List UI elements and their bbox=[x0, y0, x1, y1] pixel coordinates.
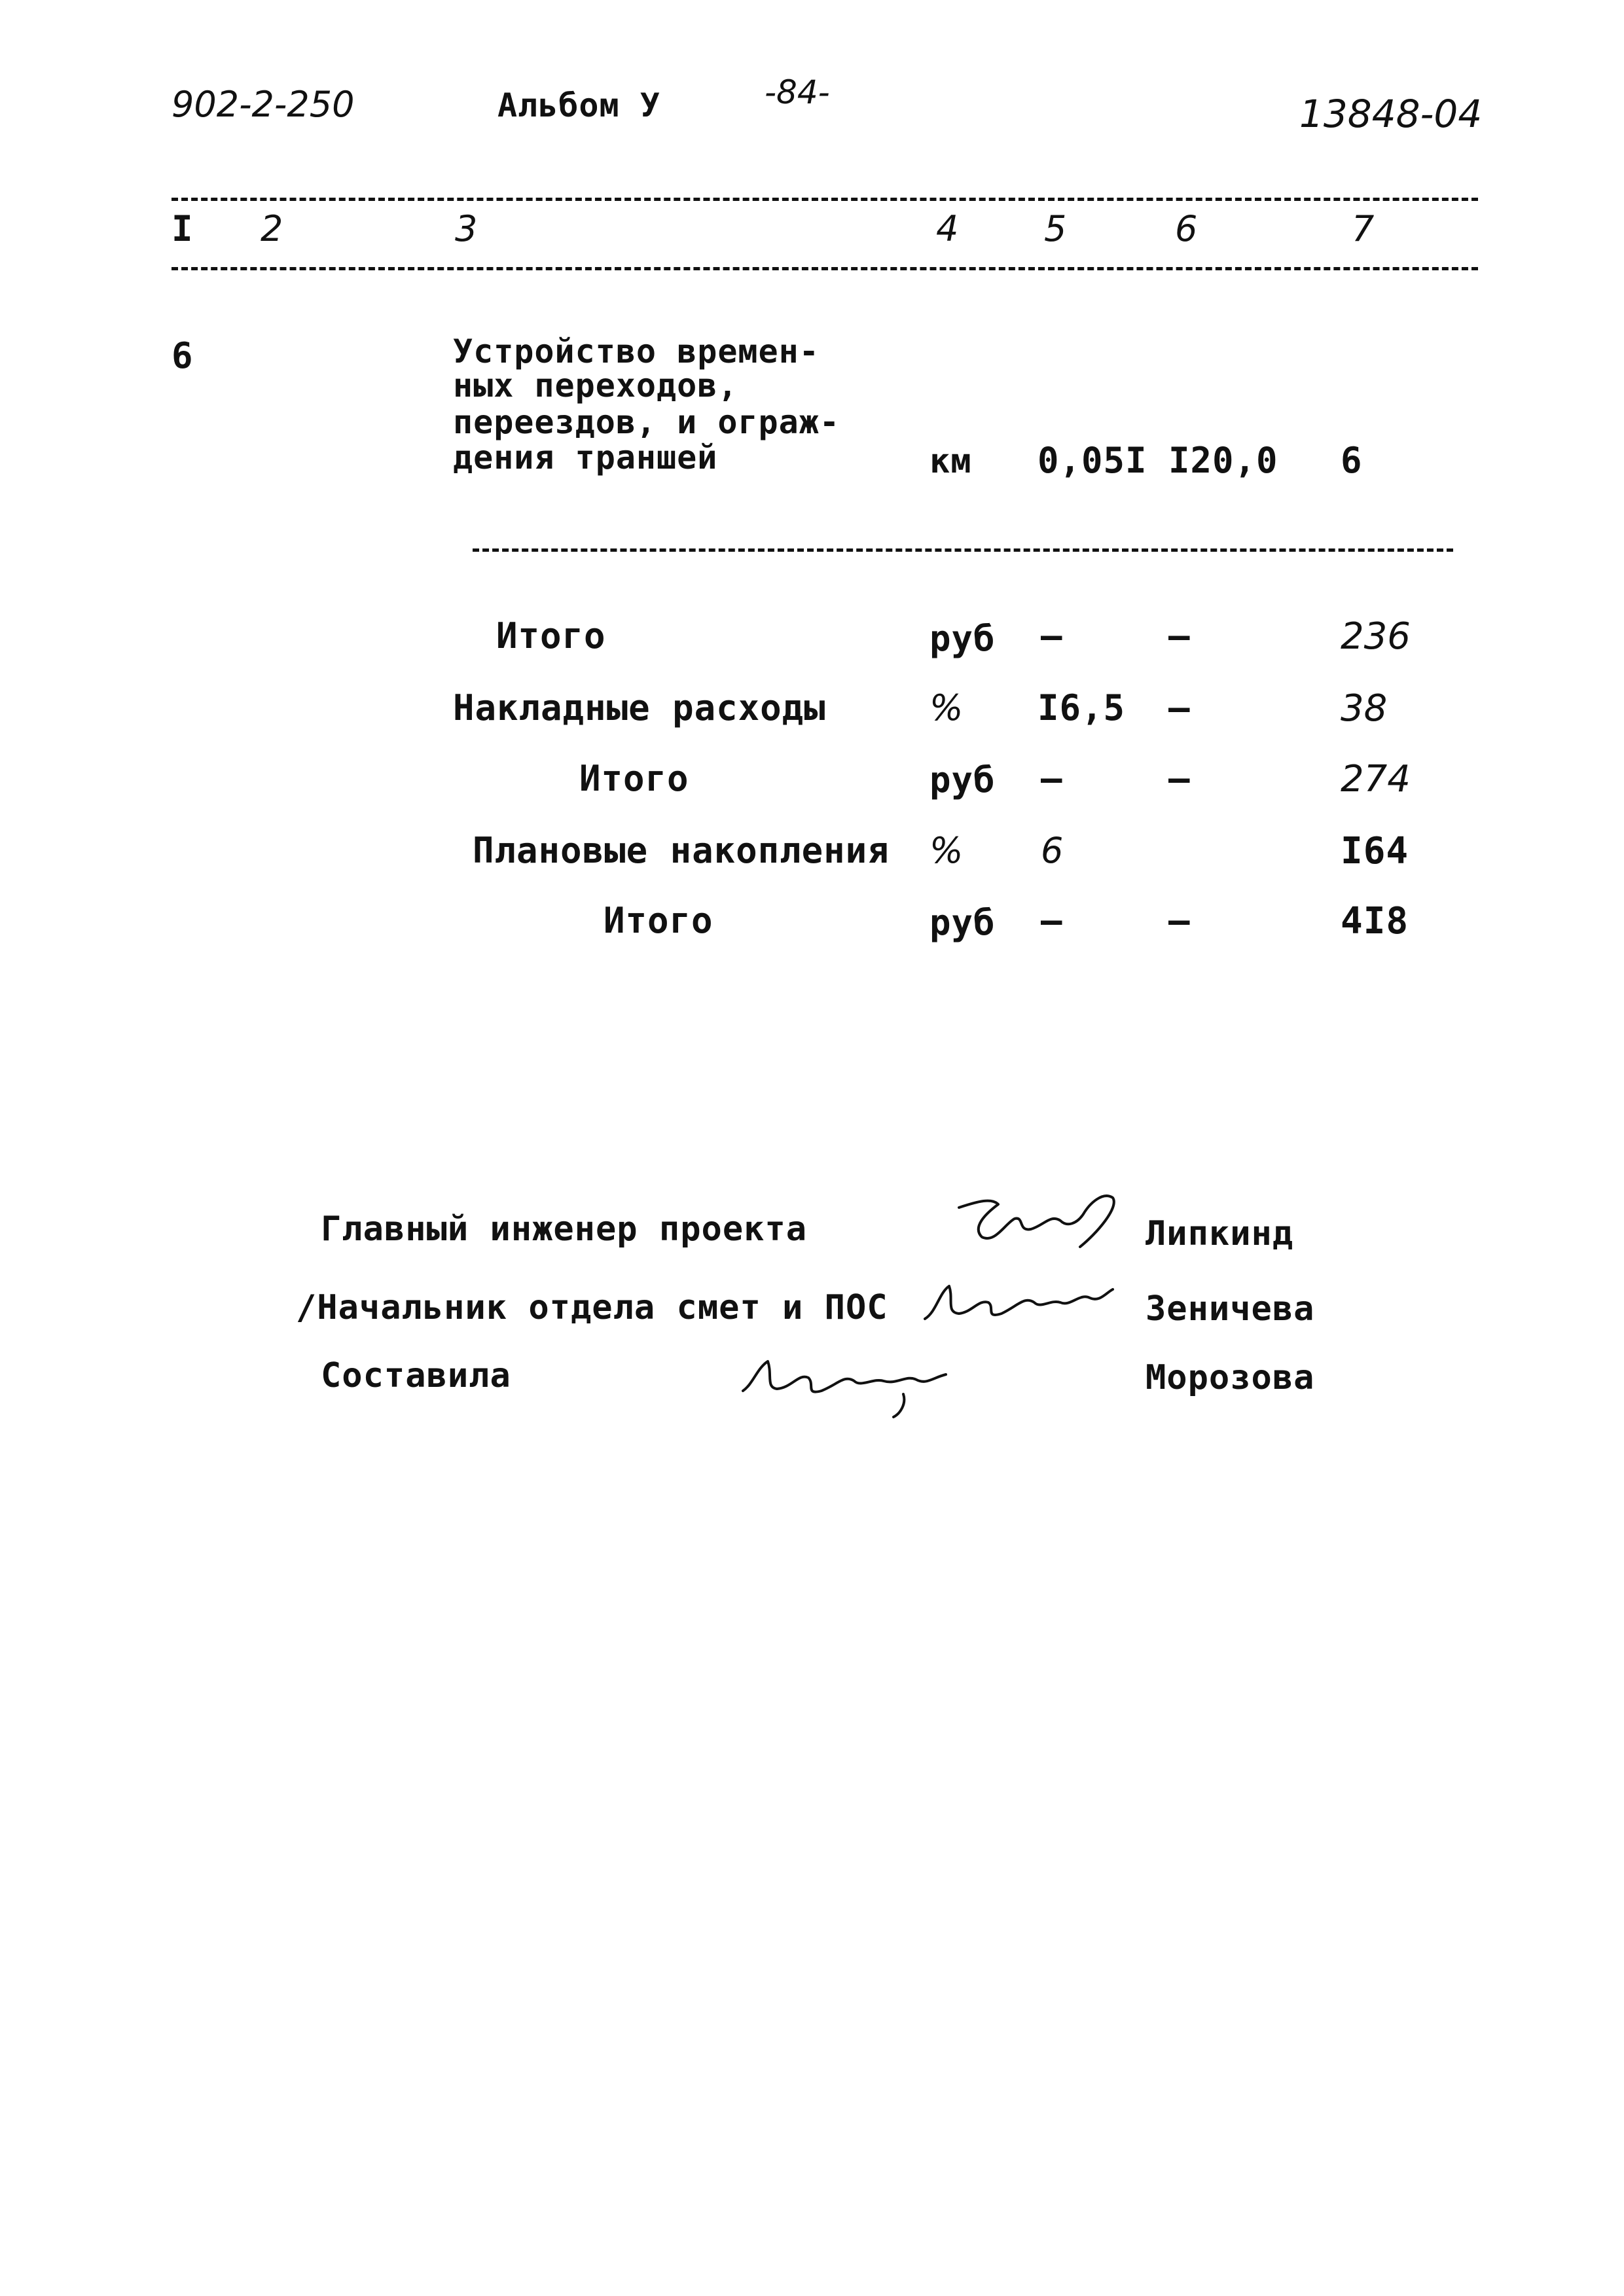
handwritten-signature-3 bbox=[736, 1348, 959, 1420]
totals-col7: 38 bbox=[1341, 687, 1388, 730]
row-quantity: 0,05I bbox=[1038, 440, 1147, 481]
totals-label: Итого bbox=[579, 758, 689, 799]
section-rule bbox=[473, 548, 1453, 552]
column-header-2: 2 bbox=[261, 208, 283, 249]
row-total: 6 bbox=[1341, 440, 1363, 481]
column-header-3: 3 bbox=[455, 208, 478, 249]
totals-unit: руб bbox=[929, 618, 996, 659]
row-price: I20,0 bbox=[1168, 440, 1278, 481]
totals-col7: I64 bbox=[1341, 830, 1409, 872]
signature-name: Зеничева bbox=[1146, 1289, 1315, 1329]
row-description-line-3: переездов, и ограж- bbox=[453, 403, 840, 441]
totals-unit: % bbox=[929, 830, 964, 871]
header-rule-top bbox=[171, 198, 1478, 201]
totals-col5: – bbox=[1041, 615, 1063, 656]
totals-col6: – bbox=[1168, 900, 1191, 941]
totals-col6: – bbox=[1168, 758, 1191, 799]
row-description-line-2: ных переходов, bbox=[453, 367, 738, 404]
row-number: 6 bbox=[171, 335, 194, 376]
totals-col7: 236 bbox=[1341, 615, 1411, 658]
handwritten-signature-2 bbox=[920, 1273, 1116, 1332]
totals-label: Плановые накопления bbox=[473, 830, 890, 871]
totals-unit: % bbox=[929, 687, 964, 728]
column-header-6: 6 bbox=[1175, 208, 1198, 249]
signature-name: Липкинд bbox=[1146, 1214, 1294, 1253]
signature-role: Составила bbox=[321, 1356, 511, 1395]
album-label: Альбом У bbox=[497, 86, 660, 124]
row-unit: км bbox=[929, 442, 972, 481]
doc-code: 902-2-250 bbox=[171, 84, 355, 125]
totals-col6: – bbox=[1168, 615, 1191, 656]
totals-col6: – bbox=[1168, 687, 1191, 728]
totals-col7: 274 bbox=[1341, 758, 1411, 800]
column-header-7: 7 bbox=[1352, 208, 1375, 249]
totals-col5: I6,5 bbox=[1038, 687, 1126, 728]
signature-name: Морозова bbox=[1146, 1358, 1315, 1397]
totals-col5: – bbox=[1041, 900, 1063, 941]
totals-label: Итого bbox=[496, 615, 606, 656]
column-header-5: 5 bbox=[1044, 208, 1067, 249]
column-header-4: 4 bbox=[936, 208, 959, 249]
page-number: -84- bbox=[765, 73, 830, 111]
signature-role: /Начальник отдела смет и ПОС bbox=[296, 1288, 888, 1327]
totals-label: Накладные расходы bbox=[453, 687, 826, 728]
signature-role: Главный инженер проекта bbox=[321, 1210, 808, 1249]
handwritten-signature-1 bbox=[952, 1178, 1123, 1257]
totals-unit: руб bbox=[929, 759, 996, 800]
totals-col5: – bbox=[1041, 758, 1063, 799]
row-description-line-1: Устройство времен- bbox=[453, 332, 820, 370]
row-description-line-4: дения траншей bbox=[453, 439, 718, 476]
column-header-1: I bbox=[171, 208, 194, 249]
header-rule-bottom bbox=[171, 267, 1478, 270]
totals-col7: 4I8 bbox=[1341, 900, 1409, 942]
sheet-code: 13848-04 bbox=[1299, 92, 1483, 136]
totals-col5: 6 bbox=[1041, 830, 1064, 871]
totals-label: Итого bbox=[604, 900, 713, 941]
totals-unit: руб bbox=[929, 902, 996, 943]
